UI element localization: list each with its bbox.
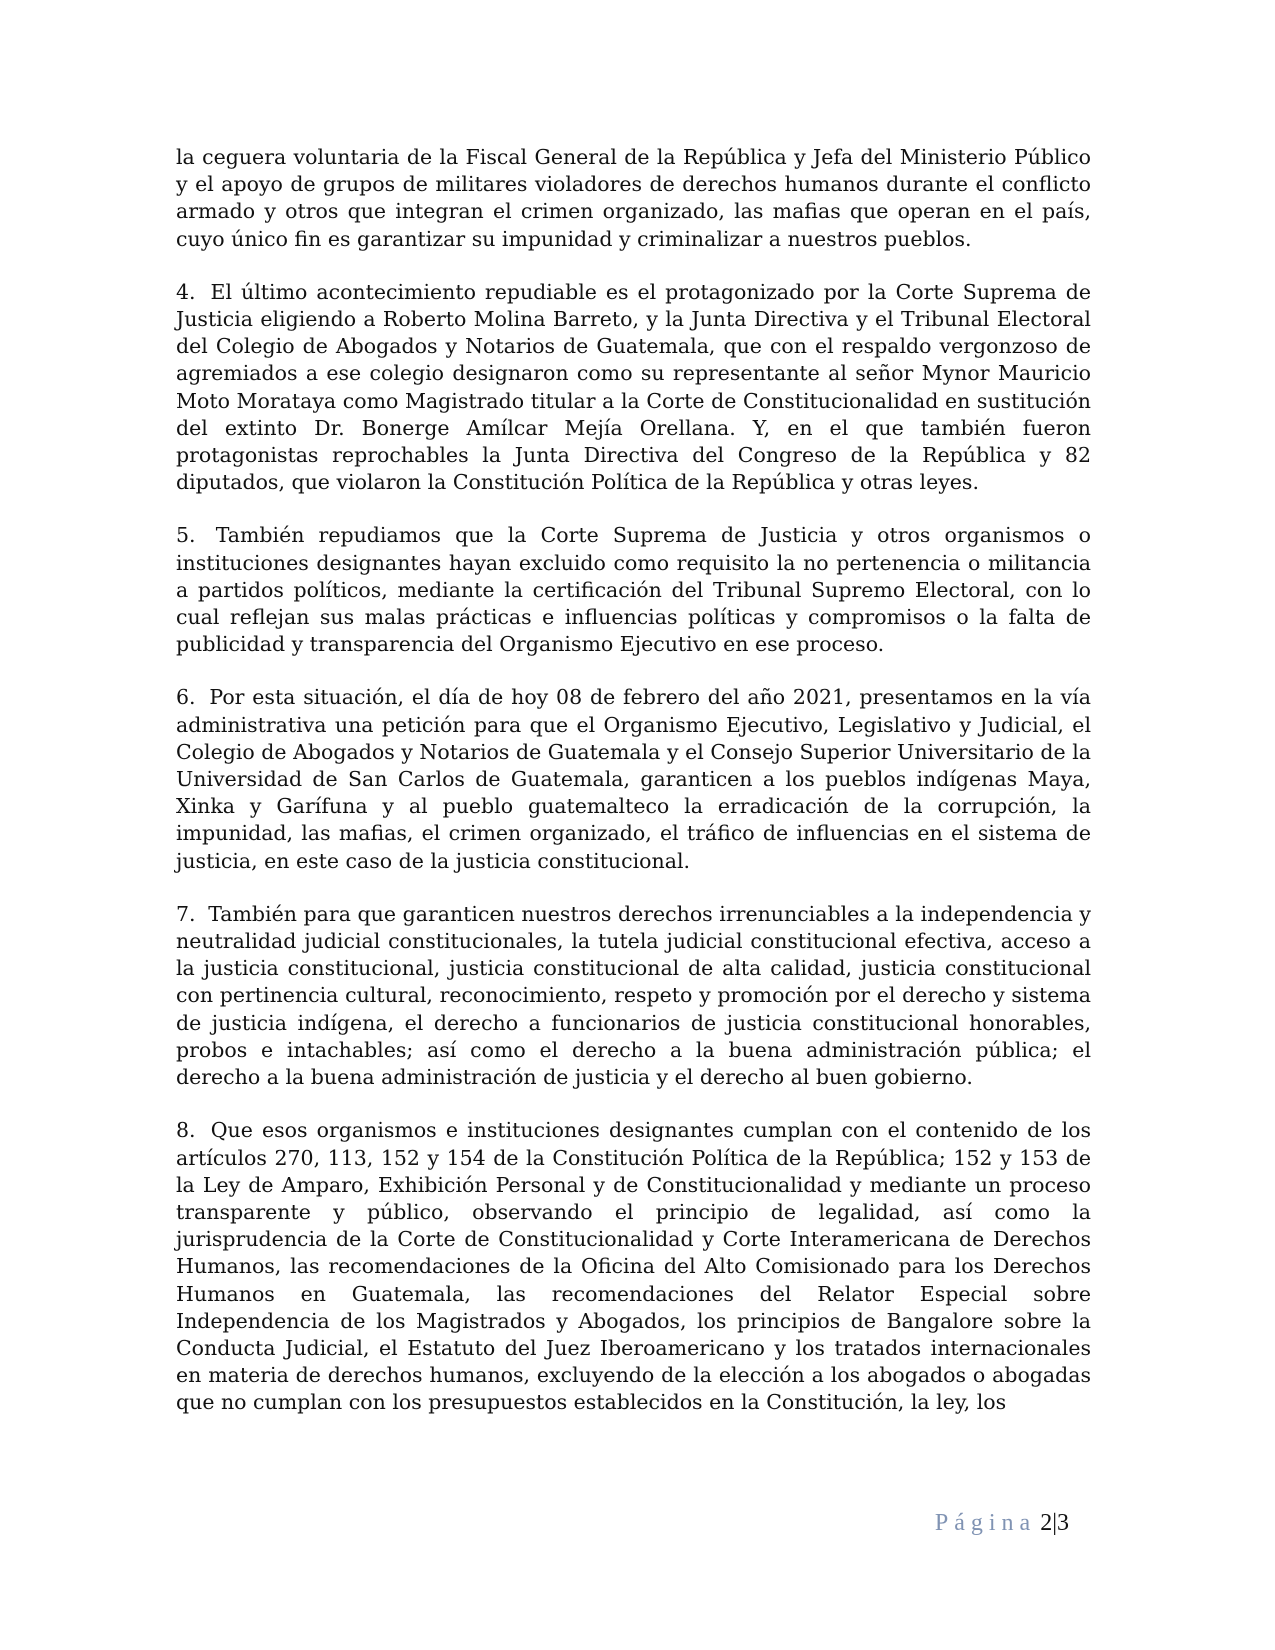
paragraph-text: Que esos organismos e instituciones designantes cumplan con el contenido de los artículos 270, 113, 152 y 154 de la Constitución Política de la República; 152 y 153 de la Ley de Amparo, Exhibición Personal y de Constitucionalidad y mediante un proceso transparente y público, observando el principio de legalidad, así como la jurisprudencia de la Corte de Constitucionalidad y Corte Interamericana de Derechos Humanos, las recomendaciones de la Oficina del Alto Comisionado para los Derechos Humanos en Guatemala, las recomendaciones del Relator Especial sobre Independencia de los Magistrados y Abogados, los principios de Bangalore sobre la Conducta Judicial, el Estatuto del Juez Iberoamericano y los tratados internacionales en materia de derechos humanos, excluyendo de la elección a los abogados o abogadas que no cumplan con los presupuestos establecidos en la Constitución, la ley, los xyxy=(176,1118,1091,1415)
total-pages: 3 xyxy=(1057,1510,1069,1536)
page-separator: | xyxy=(1052,1510,1057,1536)
paragraph-6 xyxy=(176,684,1091,874)
document-body xyxy=(176,144,1091,1443)
paragraph-7 xyxy=(176,901,1091,1091)
paragraph-text: la ceguera voluntaria de la Fiscal General de la República y Jefa del Ministerio Público y el apoyo de grupos de militares violadores de derechos humanos durante el conflicto armado y otros que integran el crimen organizado, las mafias que operan en el país, cuyo único fin es garantizar su impunidad y criminalizar a nuestros pueblos. xyxy=(176,145,1091,251)
page-footer xyxy=(935,1510,1069,1537)
page-label: Página xyxy=(934,1510,1037,1536)
paragraph-number: 6. xyxy=(176,685,196,710)
paragraph-continuation xyxy=(176,144,1091,253)
paragraph-text: También para que garanticen nuestros derechos irrenunciables a la independencia y neutralidad judicial constitucionales, la tutela judicial constitucional efectiva, acceso a la justicia constitucional, justicia constitucional de alta calidad, justicia constitucional con pertinencia cultural, reconocimiento, respeto y promoción por el derecho y sistema de justicia indígena, el derecho a funcionarios de justicia constitucional honorables, probos e intachables; así como el derecho a la buena administración pública; el derecho a la buena administración de justicia y el derecho al buen gobierno. xyxy=(176,901,1091,1090)
paragraph-number: 5. xyxy=(176,523,196,548)
paragraph-5 xyxy=(176,522,1091,658)
paragraph-text: El último acontecimiento repudiable es el protagonizado por la Corte Suprema de Justicia eligiendo a Roberto Molina Barreto, y la Junta Directiva y el Tribunal Electoral del Colegio de Abogados y Notarios de Guatemala, que con el respaldo vergonzoso de agremiados a ese colegio designaron como su representante al señor Mynor Mauricio Moto Morataya como Magistrado titular a la Corte de Constitucionalidad en sustitución del extinto Dr. Bonerge Amílcar Mejía Orellana. Y, en el que también fueron protagonistas reprochables la Junta Directiva del Congreso de la República y 82 diputados, que violaron la Constitución Política de la República y otras leyes. xyxy=(176,279,1091,495)
paragraph-number: 7. xyxy=(176,901,196,926)
paragraph-text: También repudiamos que la Corte Suprema de Justicia y otros organismos o instituciones designantes hayan excluido como requisito la no pertenencia o militancia a partidos políticos, mediante la certificación del Tribunal Supremo Electoral, con lo cual reflejan sus malas prácticas e influencias políticas y compromisos o la falta de publicidad y transparencia del Organismo Ejecutivo en ese proceso. xyxy=(176,523,1091,657)
paragraph-8 xyxy=(176,1117,1091,1416)
paragraph-number: 4. xyxy=(176,279,196,304)
paragraph-4 xyxy=(176,279,1091,497)
page-number: 2 xyxy=(1040,1510,1053,1536)
paragraph-text: Por esta situación, el día de hoy 08 de febrero del año 2021, presentamos en la vía administrativa una petición para que el Organismo Ejecutivo, Legislativo y Judicial, el Colegio de Abogados y Notarios de Guatemala y el Consejo Superior Universitario de la Universidad de San Carlos de Guatemala, garanticen a los pueblos indígenas Maya, Xinka y Garífuna y al pueblo guatemalteco la erradicación de la corrupción, la impunidad, las mafias, el crimen organizado, el tráfico de influencias en el sistema de justicia, en este caso de la justicia constitucional. xyxy=(176,685,1091,873)
paragraph-number: 8. xyxy=(176,1118,196,1143)
